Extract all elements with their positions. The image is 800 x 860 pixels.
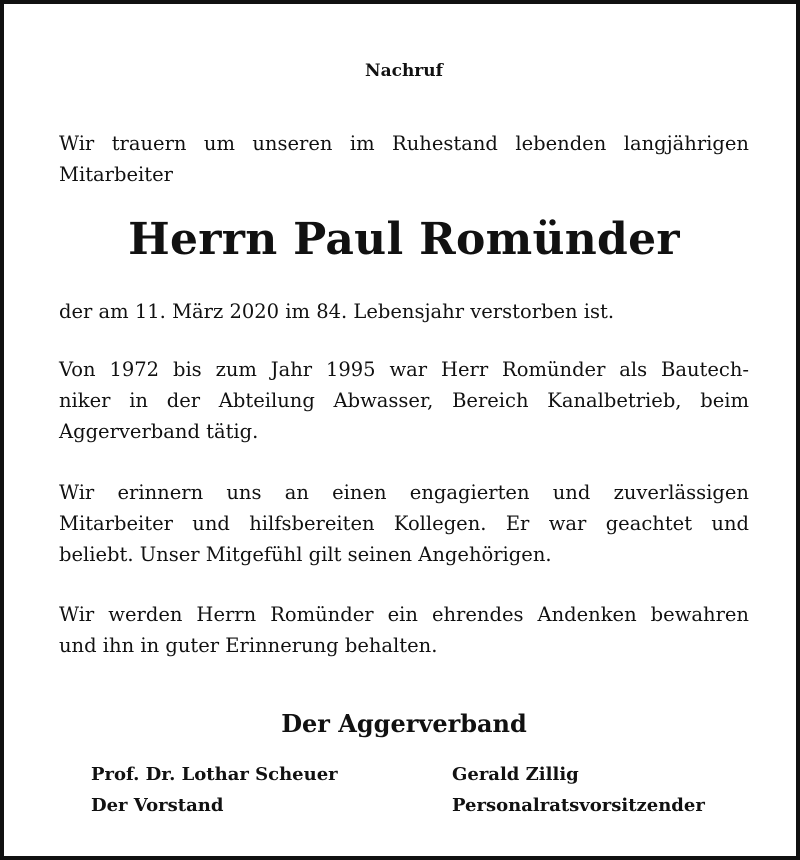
intro-line-2: Mitarbeiter xyxy=(59,163,173,186)
page-heading: Nachruf xyxy=(365,61,443,81)
signatory-role: Der Vorstand xyxy=(91,795,224,816)
signatory-name: Gerald Zillig xyxy=(452,764,579,785)
signatory-right xyxy=(452,759,705,821)
closing-paragraph xyxy=(59,599,749,661)
career-line-3: Aggerverband tätig. xyxy=(59,420,259,443)
intro-paragraph xyxy=(59,128,749,190)
remembrance-paragraph xyxy=(59,477,749,570)
signatory-left xyxy=(91,759,338,821)
career-line-1: Von 1972 bis zum Jahr 1995 war Herr Romünder als Bautech- xyxy=(59,358,749,381)
death-notice-line: der am 11. März 2020 im 84. Lebensjahr verstorben ist. xyxy=(59,300,615,323)
closing-line-2: und ihn in guter Erinnerung behalten. xyxy=(59,634,438,657)
organization-name: Der Aggerverband xyxy=(281,709,527,738)
remembrance-line-3: beliebt. Unser Mitgefühl gilt seinen Angehörigen. xyxy=(59,543,552,566)
deceased-name: Herrn Paul Romünder xyxy=(128,214,680,265)
career-paragraph xyxy=(59,354,749,447)
career-line-2: niker in der Abteilung Abwasser, Bereich Kanalbetrieb, beim xyxy=(59,389,749,412)
closing-line-1: Wir werden Herrn Romünder ein ehrendes Andenken bewahren xyxy=(59,603,749,626)
remembrance-line-2: Mitarbeiter und hilfsbereiten Kollegen. Er war geachtet und xyxy=(59,512,749,535)
remembrance-line-1: Wir erinnern uns an einen engagierten und zuverlässigen xyxy=(59,481,749,504)
intro-line-1: Wir trauern um unseren im Ruhestand lebenden langjährigen xyxy=(59,132,749,155)
signatory-role: Personalratsvorsitzender xyxy=(452,795,705,816)
death-notice-paragraph xyxy=(59,296,749,327)
signatory-name: Prof. Dr. Lothar Scheuer xyxy=(91,764,338,785)
